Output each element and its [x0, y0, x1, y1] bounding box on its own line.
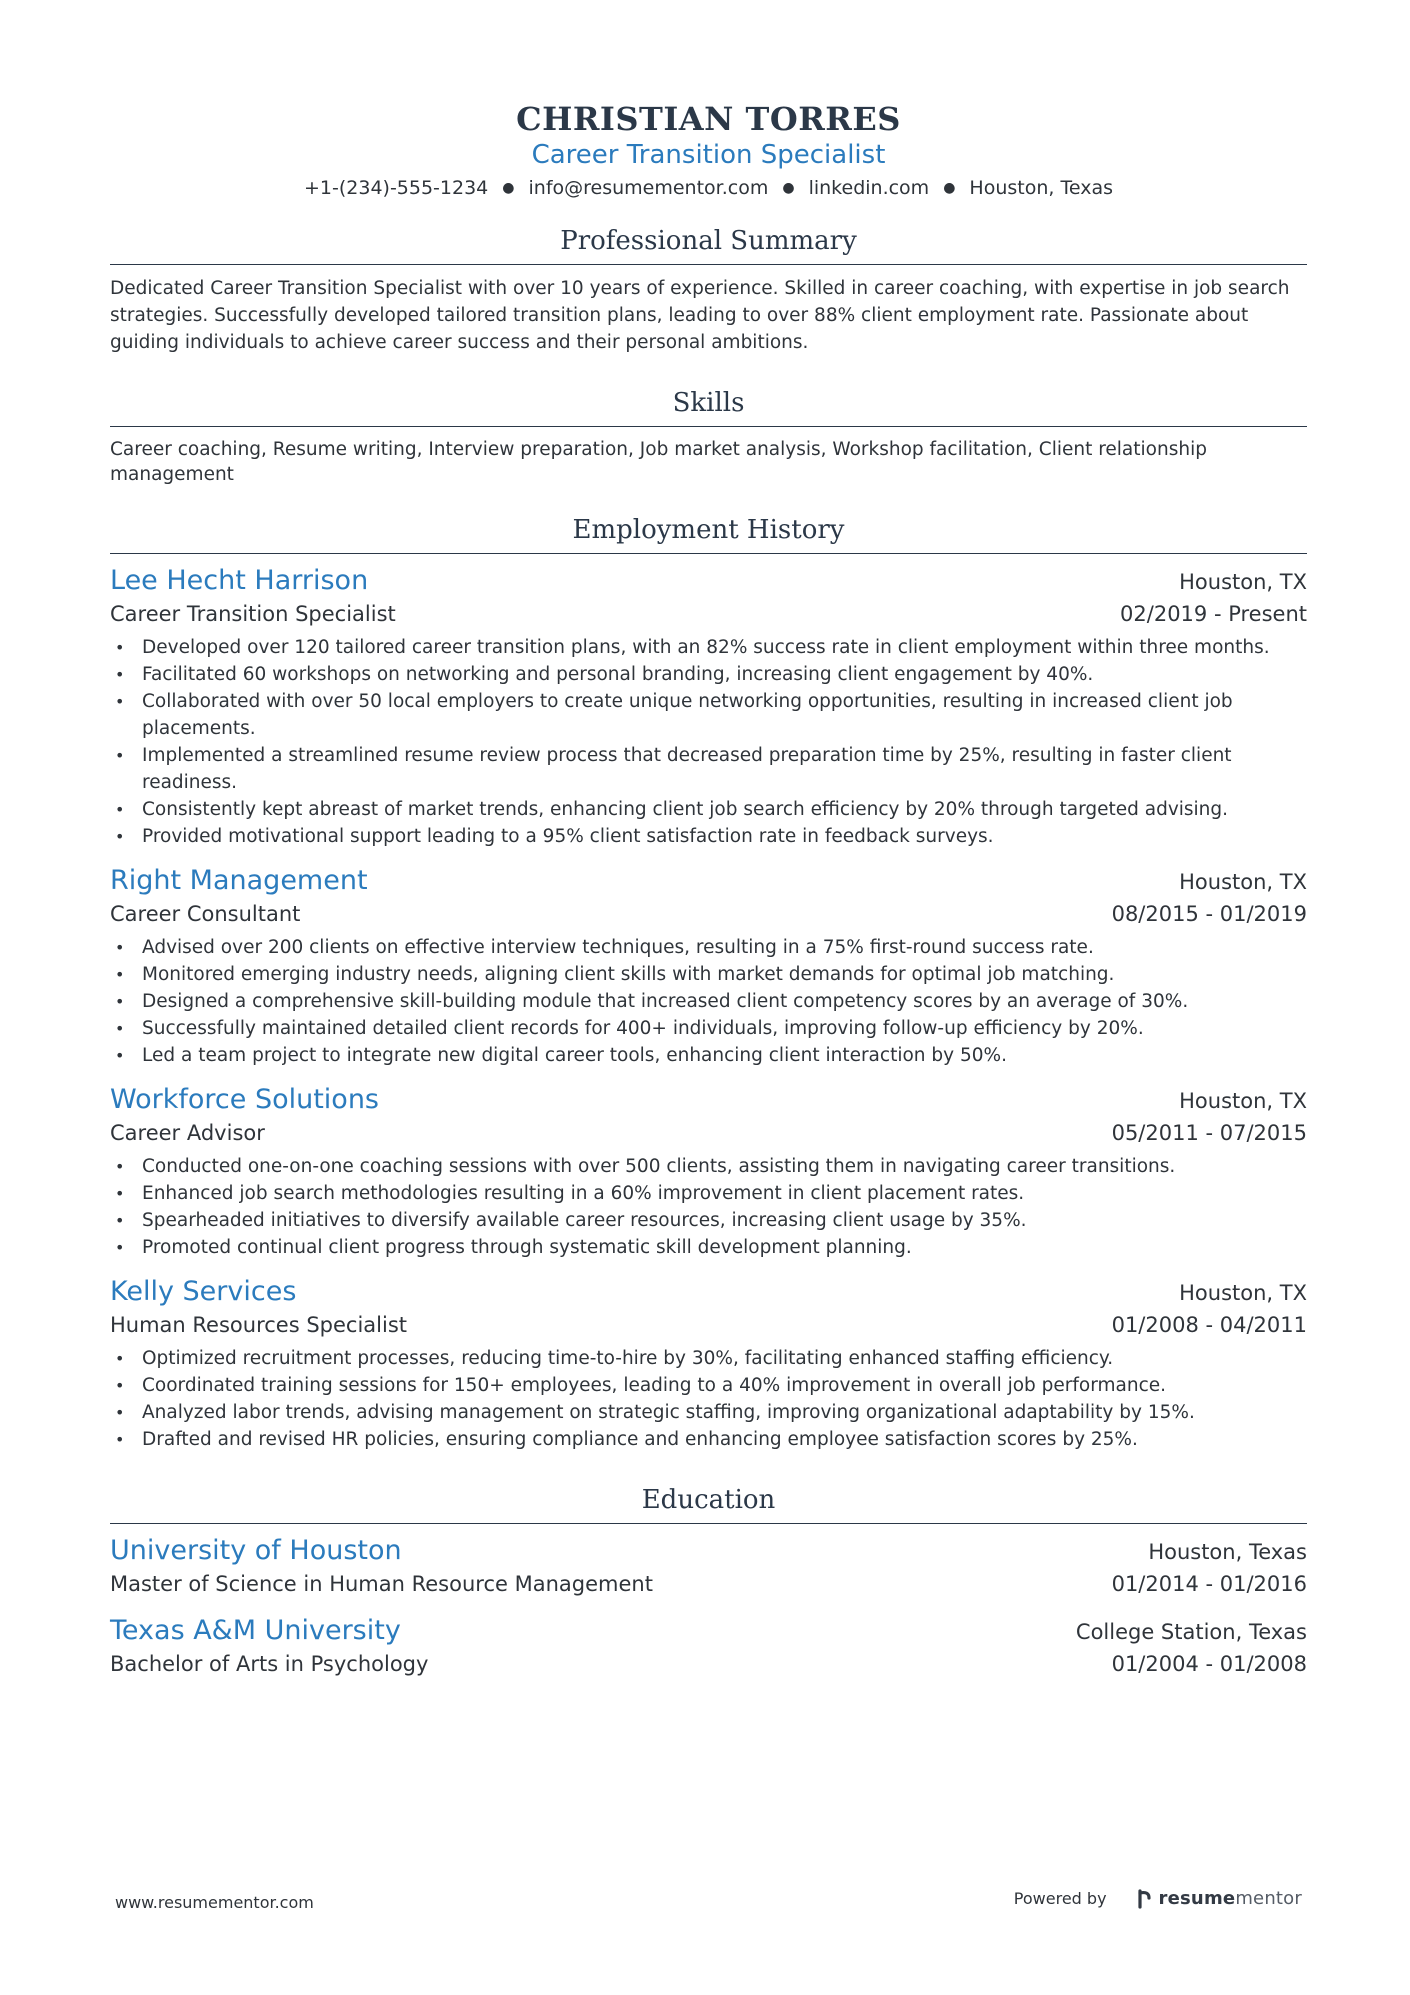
separator-dot: ●: [502, 180, 515, 196]
skills-text: Career coaching, Resume writing, Interview preparation, Job market analysis, Workshop facilitation, Client relationship management: [110, 439, 1207, 485]
job-bullets: [110, 1345, 1307, 1453]
contact-line: [110, 174, 1307, 202]
job-header-row: [110, 864, 1307, 898]
job-header-row: [110, 564, 1307, 598]
job-bullet: • Enhanced job search methodologies resulting in a 60% improvement in client placement rates.: [110, 1180, 1307, 1207]
edu-header-row: [110, 1614, 1307, 1648]
job-bullet: • Optimized recruitment processes, reducing time-to-hire by 30%, facilitating enhanced staffing efficiency.: [110, 1345, 1307, 1372]
job-header-row: [110, 1083, 1307, 1117]
brand-bold: resume: [1158, 1888, 1236, 1909]
job-company: Right Management: [110, 865, 368, 896]
edu-location: College Station, Texas: [1075, 1620, 1307, 1644]
education-entry: [110, 1614, 1307, 1680]
job-role: Career Advisor: [110, 1121, 265, 1145]
job-bullet: • Collaborated with over 50 local employers to create unique networking opportunities, resulting in increased client job placements.: [110, 688, 1307, 742]
edu-degree-row: [110, 1568, 1307, 1600]
job-bullet: • Facilitated 60 workshops on networking and personal branding, increasing client engagement by 40%.: [110, 661, 1307, 688]
job-bullet: • Developed over 120 tailored career transition plans, with an 82% success rate in client employment within three months.: [110, 634, 1307, 661]
edu-school: University of Houston: [110, 1535, 402, 1566]
edu-degree: Master of Science in Human Resource Management: [110, 1572, 653, 1596]
job-dates: 05/2011 - 07/2015: [1111, 1121, 1307, 1145]
edu-dates: 01/2014 - 01/2016: [1111, 1572, 1307, 1596]
job-role-row: [110, 1117, 1307, 1149]
job-location: Houston, TX: [1179, 1089, 1307, 1113]
job-entry: [110, 864, 1307, 1069]
edu-degree: Bachelor of Arts in Psychology: [110, 1652, 429, 1676]
brand-light: mentor: [1235, 1888, 1302, 1909]
employment-section: [110, 513, 1307, 1453]
job-bullet: • Implemented a streamlined resume review process that decreased preparation time by 25%, resulting in faster client readiness.: [110, 742, 1307, 796]
job-bullet: • Consistently kept abreast of market trends, enhancing client job search efficiency by 20% through targeted advising.: [110, 796, 1307, 823]
job-role: Career Transition Specialist: [110, 602, 396, 626]
job-role-row: [110, 598, 1307, 630]
candidate-title: Career Transition Specialist: [531, 140, 886, 170]
job-role-row: [110, 898, 1307, 930]
job-location: Houston, TX: [1179, 870, 1307, 894]
job-dates: 01/2008 - 04/2011: [1111, 1313, 1307, 1337]
powered-by-label: Powered by: [1013, 1889, 1107, 1908]
edu-school: Texas A&M University: [110, 1615, 401, 1646]
education-section: [110, 1483, 1307, 1680]
job-bullet: • Promoted continual client progress through systematic skill development planning.: [110, 1234, 1307, 1261]
job-dates: 08/2015 - 01/2019: [1111, 902, 1307, 926]
job-role: Career Consultant: [110, 902, 301, 926]
employment-heading: Employment History: [110, 513, 1307, 554]
contact-location: Houston, Texas: [969, 177, 1113, 199]
education-list: [110, 1534, 1307, 1680]
job-dates: 02/2019 - Present: [1120, 602, 1307, 626]
job-role-row: [110, 1309, 1307, 1341]
edu-location: Houston, Texas: [1148, 1540, 1307, 1564]
education-entry: [110, 1534, 1307, 1600]
edu-header-row: [110, 1534, 1307, 1568]
job-bullet: • Spearheaded initiatives to diversify available career resources, increasing client usage by 35%.: [110, 1207, 1307, 1234]
job-bullet: • Monitored emerging industry needs, aligning client skills with market demands for optimal job matching.: [110, 961, 1307, 988]
job-company: Kelly Services: [110, 1276, 297, 1307]
edu-degree-row: [110, 1648, 1307, 1680]
resumementor-logo[interactable]: [1137, 1888, 1302, 1909]
resume-page: [110, 100, 1307, 1680]
job-company: Workforce Solutions: [110, 1084, 379, 1115]
job-bullet: • Advised over 200 clients on effective interview techniques, resulting in a 75% first-round success rate.: [110, 934, 1307, 961]
job-bullet: • Conducted one-on-one coaching sessions with over 500 clients, assisting them in navigating career transitions.: [110, 1153, 1307, 1180]
resumementor-logo-icon: [1137, 1889, 1153, 1909]
job-entry: [110, 564, 1307, 850]
job-bullet: • Successfully maintained detailed client records for 400+ individuals, improving follow-up efficiency by 20%.: [110, 1015, 1307, 1042]
job-location: Houston, TX: [1179, 1281, 1307, 1305]
separator-dot: ●: [943, 180, 956, 196]
summary-section: [110, 224, 1307, 356]
separator-dot: ●: [782, 180, 795, 196]
job-location: Houston, TX: [1179, 570, 1307, 594]
job-entry: [110, 1275, 1307, 1453]
contact-phone: +1-(234)-555-1234: [303, 177, 489, 199]
summary-text: Dedicated Career Transition Specialist with over 10 years of experience. Skilled in career coaching, with expertise in job search strategies. Successfully developed tailored transition plans, leading to over 88% client employment rate. Passionate about guiding individuals to achieve career success and their personal ambitions.: [110, 278, 1290, 353]
job-bullet: • Drafted and revised HR policies, ensuring compliance and enhancing employee satisfaction scores by 25%.: [110, 1426, 1307, 1453]
job-list: [110, 564, 1307, 1453]
footer-website[interactable]: www.resumementor.com: [115, 1893, 314, 1912]
job-role: Human Resources Specialist: [110, 1313, 408, 1337]
job-bullets: [110, 934, 1307, 1069]
job-bullet: • Designed a comprehensive skill-building module that increased client competency scores by an average of 30%.: [110, 988, 1307, 1015]
job-bullets: [110, 1153, 1307, 1261]
job-header-row: [110, 1275, 1307, 1309]
candidate-name: CHRISTIAN TORRES: [516, 100, 901, 138]
contact-linkedin[interactable]: linkedin.com: [808, 177, 930, 199]
job-bullet: • Coordinated training sessions for 150+ employees, leading to a 40% improvement in overall job performance.: [110, 1372, 1307, 1399]
skills-heading: Skills: [110, 386, 1307, 427]
education-heading: Education: [110, 1483, 1307, 1524]
footer-branding: [1014, 1888, 1302, 1909]
job-bullet: • Provided motivational support leading to a 95% client satisfaction rate in feedback surveys.: [110, 823, 1307, 850]
job-company: Lee Hecht Harrison: [110, 565, 369, 596]
job-bullets: [110, 634, 1307, 850]
skills-section: [110, 386, 1307, 487]
job-entry: [110, 1083, 1307, 1261]
summary-heading: Professional Summary: [110, 224, 1307, 265]
contact-email[interactable]: info@resumementor.com: [528, 177, 769, 199]
edu-dates: 01/2004 - 01/2008: [1111, 1652, 1307, 1676]
job-bullet: • Analyzed labor trends, advising management on strategic staffing, improving organizational adaptability by 15%.: [110, 1399, 1307, 1426]
job-bullet: • Led a team project to integrate new digital career tools, enhancing client interaction by 50%.: [110, 1042, 1307, 1069]
